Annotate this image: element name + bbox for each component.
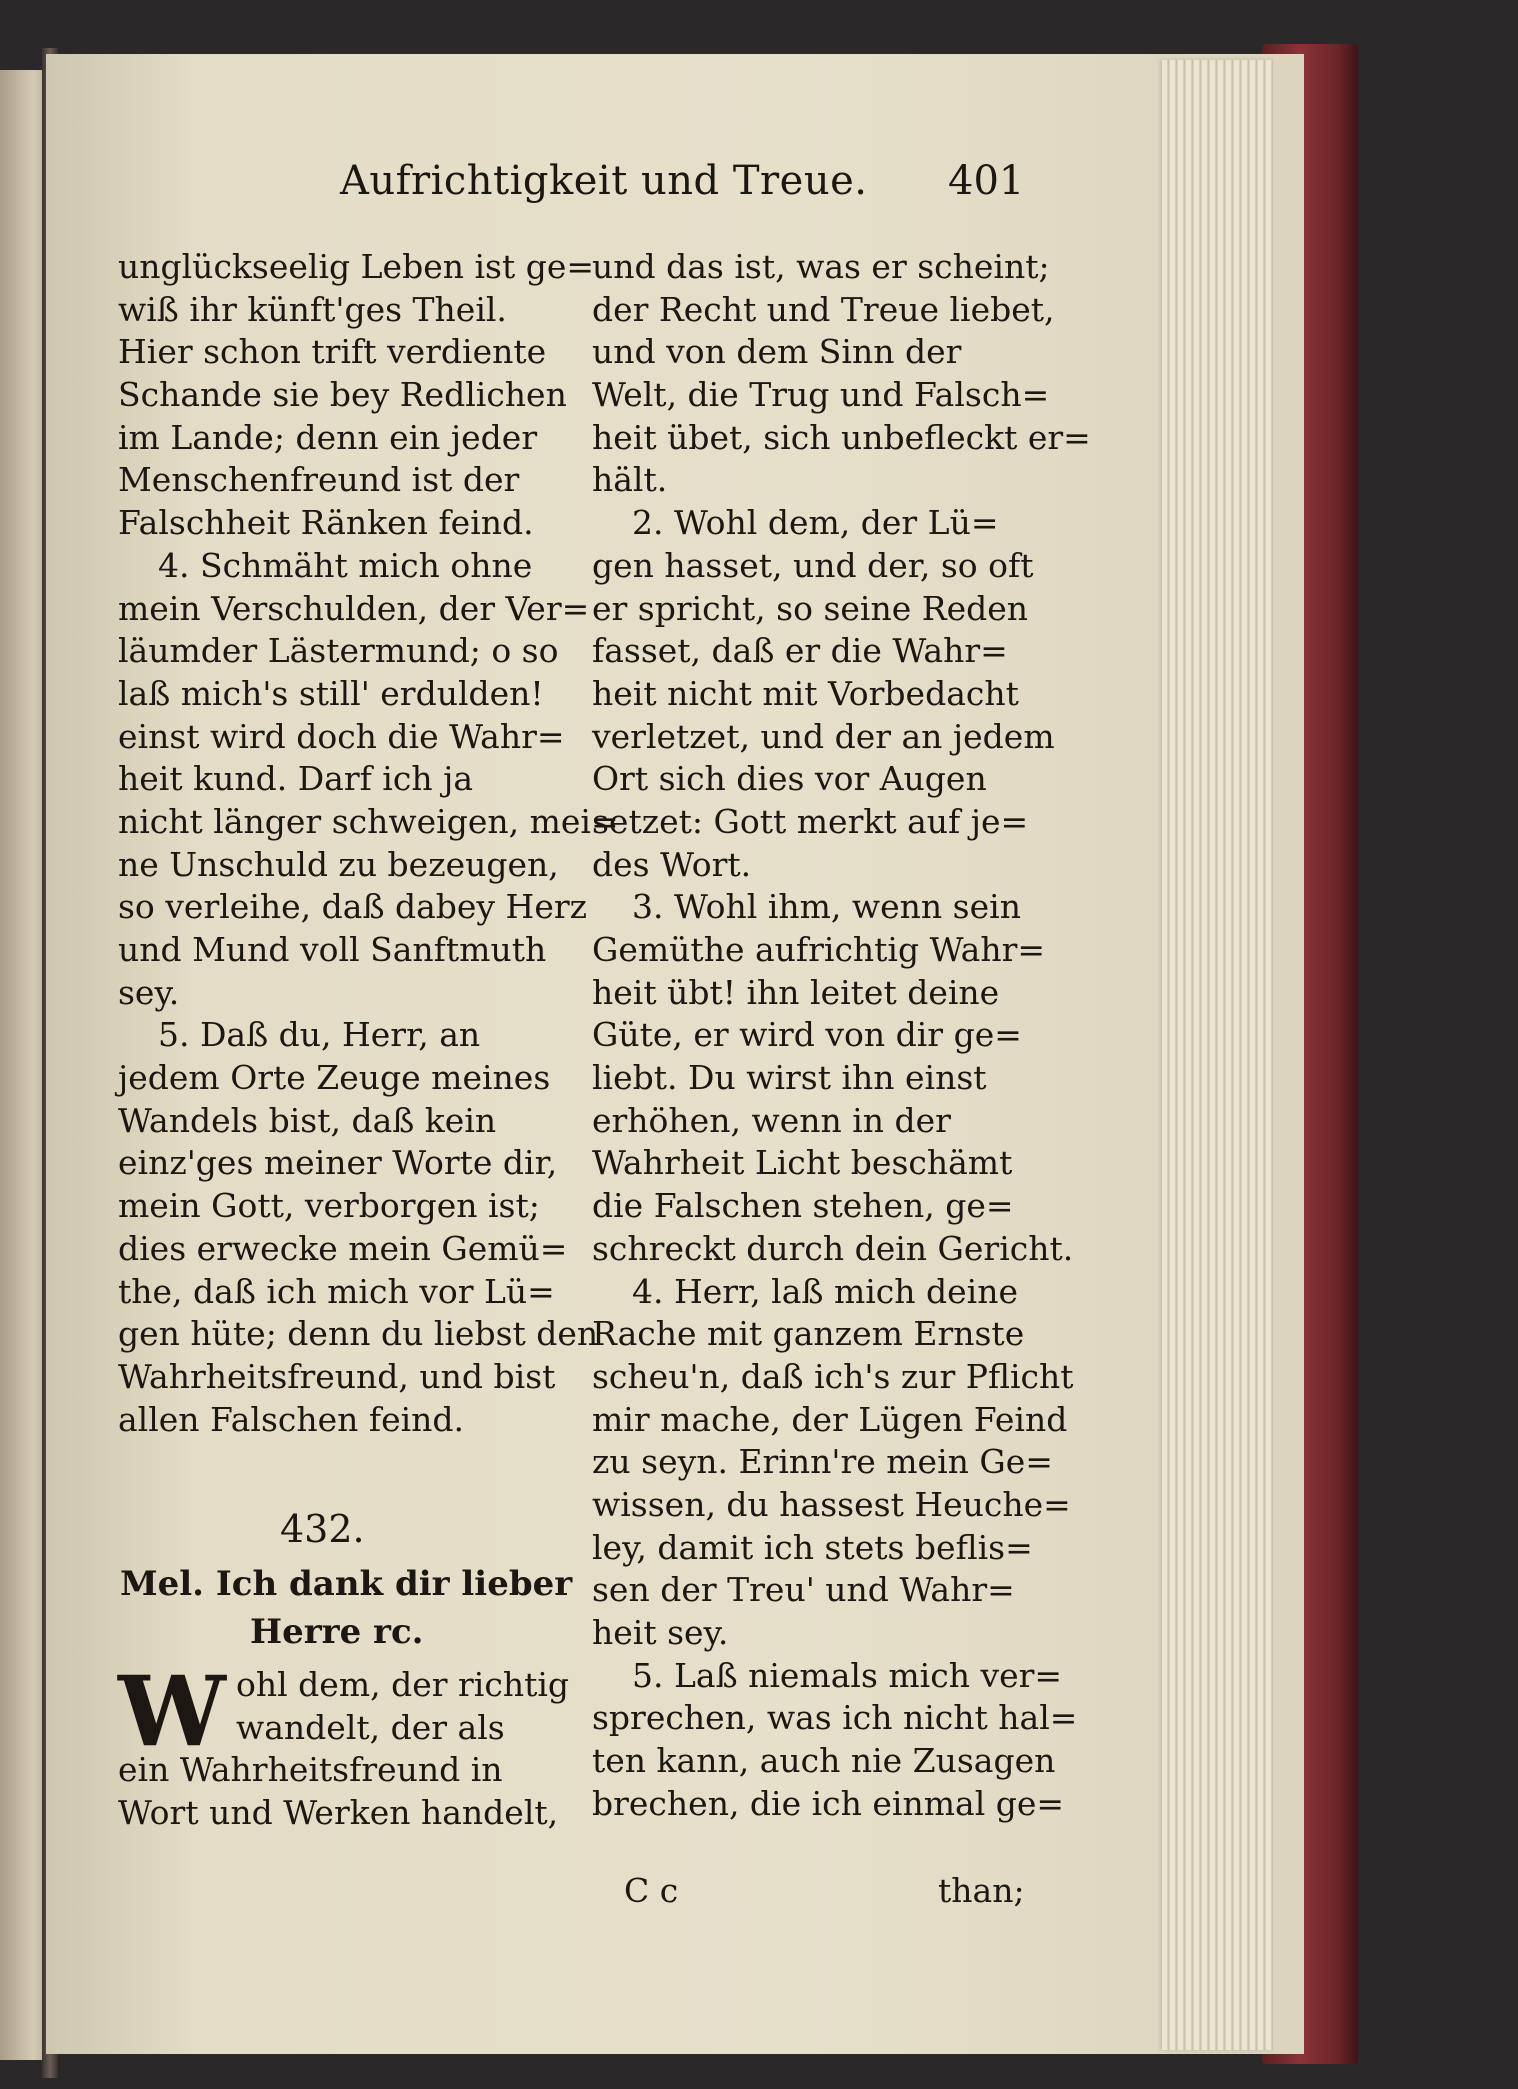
text-line: Wahrheit Licht beschämt [592,1143,1013,1183]
text-line: nicht länger schweigen, mei= [118,801,619,841]
text-line: wandelt, der als [236,1707,505,1747]
text-line: verletzet, und der an jedem [592,716,1055,756]
text-line: Welt, die Trug und Falsch= [592,375,1050,415]
text-line: the, daß ich mich vor Lü= [118,1271,555,1311]
text-line: ten kann, auch nie Zusagen [592,1741,1056,1781]
text-line: so verleihe, daß dabey Herz [118,887,588,927]
text-line: die Falschen stehen, ge= [592,1186,1014,1226]
facing-page-edge [0,70,48,2060]
text-line: heit kund. Darf ich ja [118,759,473,799]
text-line: Wahrheitsfreund, und bist [118,1356,556,1396]
text-line: erhöhen, wenn in der [592,1100,951,1140]
text-line: der Recht und Treue liebet, [592,289,1055,329]
text-line: Schande sie bey Redlichen [118,375,567,415]
text-line: Wandels bist, daß kein [118,1100,497,1140]
text-line: ein Wahrheitsfreund in [118,1750,503,1790]
text-line: einz'ges meiner Worte dir, [118,1143,558,1183]
text-line: ne Unschuld zu bezeugen, [118,844,559,884]
left-column [118,246,619,1441]
catchword: than; [938,1871,1025,1910]
text-line: Hier schon trift verdiente [118,332,547,372]
text-line: mein Gott, verborgen ist; [118,1186,540,1226]
text-line: heit übt! ihn leitet deine [592,972,1000,1012]
text-line: dies erwecke mein Gemü= [118,1228,568,1268]
text-line: wissen, du hassest Heuche= [592,1484,1071,1524]
signature-mark: C c [624,1871,679,1910]
text-line: scheu'n, daß ich's zur Pflicht [592,1356,1074,1396]
verse-start-line: 5. Daß du, Herr, an [158,1015,481,1055]
text-line: und Mund voll Sanftmuth [118,930,547,969]
text-line: Wort und Werken handelt, [118,1793,559,1833]
verse-start-line: 3. Wohl ihm, wenn sein [632,887,1021,927]
text-line: und das ist, was er scheint; [592,247,1050,286]
running-header: Aufrichtigkeit und Treue. [340,158,868,204]
verse-start-line: 5. Laß niemals mich ver= [632,1655,1063,1695]
text-line: brechen, die ich einmal ge= [592,1783,1065,1823]
text-line: sey. [118,972,180,1012]
text-line: Güte, er wird von dir ge= [592,1015,1022,1055]
text-line: heit nicht mit Vorbedacht [592,673,1019,713]
text-line: hält. [592,460,668,500]
text-line: schreckt durch dein Gericht. [592,1228,1074,1268]
text-line: Gemüthe aufrichtig Wahr= [592,930,1046,969]
melody-indication [120,1560,573,1656]
text-line: sen der Treu' und Wahr= [592,1570,1015,1610]
drop-capital: W [118,1655,226,1768]
text-line: ley, damit ich stets beflis= [592,1527,1033,1567]
text-line: ohl dem, der richtig [236,1665,570,1704]
hymn-first-verse [118,1655,570,1835]
verse-start-line: 4. Herr, laß mich deine [632,1271,1019,1311]
right-column [592,246,1091,1825]
page-stack-edges [1162,60,1274,2050]
text-line: heit übet, sich unbefleckt er= [592,417,1091,457]
text-line: läumder Lästermund; o so [118,631,559,671]
text-line: Falschheit Ränken feind. [118,503,534,543]
text-line: einst wird doch die Wahr= [118,716,565,756]
verse-start-line: 4. Schmäht mich ohne [158,545,533,585]
text-line: Rache mit ganzem Ernste [592,1314,1025,1354]
text-line: mein Verschulden, der Ver= [118,588,590,628]
text-line: allen Falschen feind. [118,1399,465,1439]
text-line: sprechen, was ich nicht hal= [592,1698,1078,1738]
text-line: des Wort. [592,844,752,884]
verse-start-line: 2. Wohl dem, der Lü= [632,503,999,543]
melody-line: Mel. Ich dank dir lieber [120,1564,573,1604]
text-line: mir mache, der Lügen Feind [592,1399,1068,1439]
text-line: heit sey. [592,1613,729,1652]
text-line: wiß ihr künft'ges Theil. [118,289,507,329]
text-line: Menschenfreund ist der [118,460,520,500]
text-line: unglückseelig Leben ist ge= [118,247,595,286]
text-line: zu seyn. Erinn're mein Ge= [592,1442,1053,1482]
hymn-number: 432. [280,1507,365,1551]
text-line: und von dem Sinn der [592,332,962,372]
text-line: im Lande; denn ein jeder [118,417,538,457]
text-line: liebt. Du wirst ihn einst [592,1058,987,1098]
text-line: gen hüte; denn du liebst den [118,1314,599,1354]
text-line: gen hasset, und der, so oft [592,545,1034,585]
text-line: setzet: Gott merkt auf je= [592,801,1029,841]
text-line: Ort sich dies vor Augen [592,759,987,799]
text-line: fasset, daß er die Wahr= [592,631,1008,671]
text-line: er spricht, so seine Reden [592,588,1029,628]
text-line: jedem Orte Zeuge meines [118,1058,551,1098]
melody-line: Herre rc. [250,1612,424,1652]
text-line: laß mich's still' erdulden! [118,673,544,713]
page-number: 401 [948,158,1025,204]
